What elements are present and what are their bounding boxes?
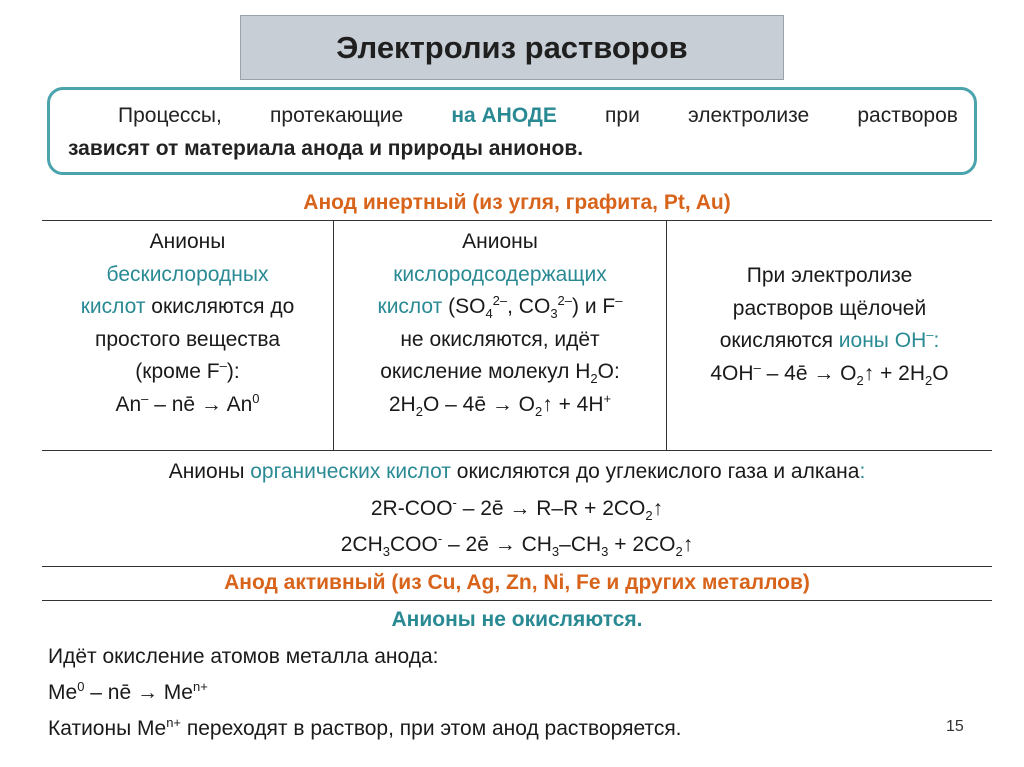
alkali-cell: При электролизе растворов щёлочей окисляются ионы OH–: 4OH– – 4ē → $O_2↑ + 2H_2O$ (667, 260, 992, 480)
page-title: Электролиз растворов (240, 15, 784, 80)
hydroxide-equation: 4OH– – 4ē → $O_2↑ + 2H_2O$ (710, 359, 949, 388)
oxo-anions-cell: Анионы кислородсодержащих кислот ($SO_4^{2-}$, $CO_3^{2-}$) и F– не окисляются, идёт окисление молекул $H_2O$: $2H_2O$ – 4ē → $O_2↑ + 4H^+$ (334, 226, 666, 446)
cations-dissolve-text: Катионы $Me^{n+}$ переходят в раствор, при этом анод растворяется. (48, 715, 682, 740)
organic-equation-1: 2R-COO- – 2ē → $R-R + 2CO_2↑$ (370, 495, 664, 524)
table-top-rule (42, 220, 992, 221)
active-anode-header: Анод активный (из Cu, Ag, Zn, Ni, Fe и других металлов) (224, 571, 810, 594)
anoxic-anions-cell: Анионы бескислородных кислот окисляются до простого вещества (кроме F–): An– – nē → $An^0$ (42, 226, 333, 446)
metal-oxidation-text: Идёт окисление атомов металла анода: (48, 645, 439, 668)
organic-equation-2: $2CH_3COO^-$ – 2ē → $CH_3-CH_3$ + $2CO_2↑$ (340, 531, 694, 560)
metal-oxidation-equation: Me$^0$ – nē → $Me^{n+}$ (48, 679, 208, 704)
anoxic-equation: An– – nē → $An^0$ (115, 390, 260, 416)
intro-line-2: зависят от материала анода и природы анионов. (68, 137, 584, 160)
active-top-rule (42, 566, 992, 567)
inert-anode-header: Анод инертный (из угля, графита, Pt, Au) (303, 191, 731, 214)
anode-highlight: на АНОДЕ (451, 104, 557, 127)
anions-not-oxidized: Анионы не окисляются. (391, 608, 643, 631)
water-oxidation-equation: $2H_2O$ – 4ē → $O_2↑ + 4H^+$ (388, 390, 612, 419)
page-number: 15 (946, 718, 964, 735)
active-bottom-rule (42, 600, 992, 601)
intro-line-1: Процессы, протекающие на АНОДЕ при электролизе растворов (68, 99, 958, 132)
intro-box (47, 87, 977, 175)
organic-anions-text: Анионы органических кислот окисляются до углекислого газа и алкана: (168, 460, 866, 483)
